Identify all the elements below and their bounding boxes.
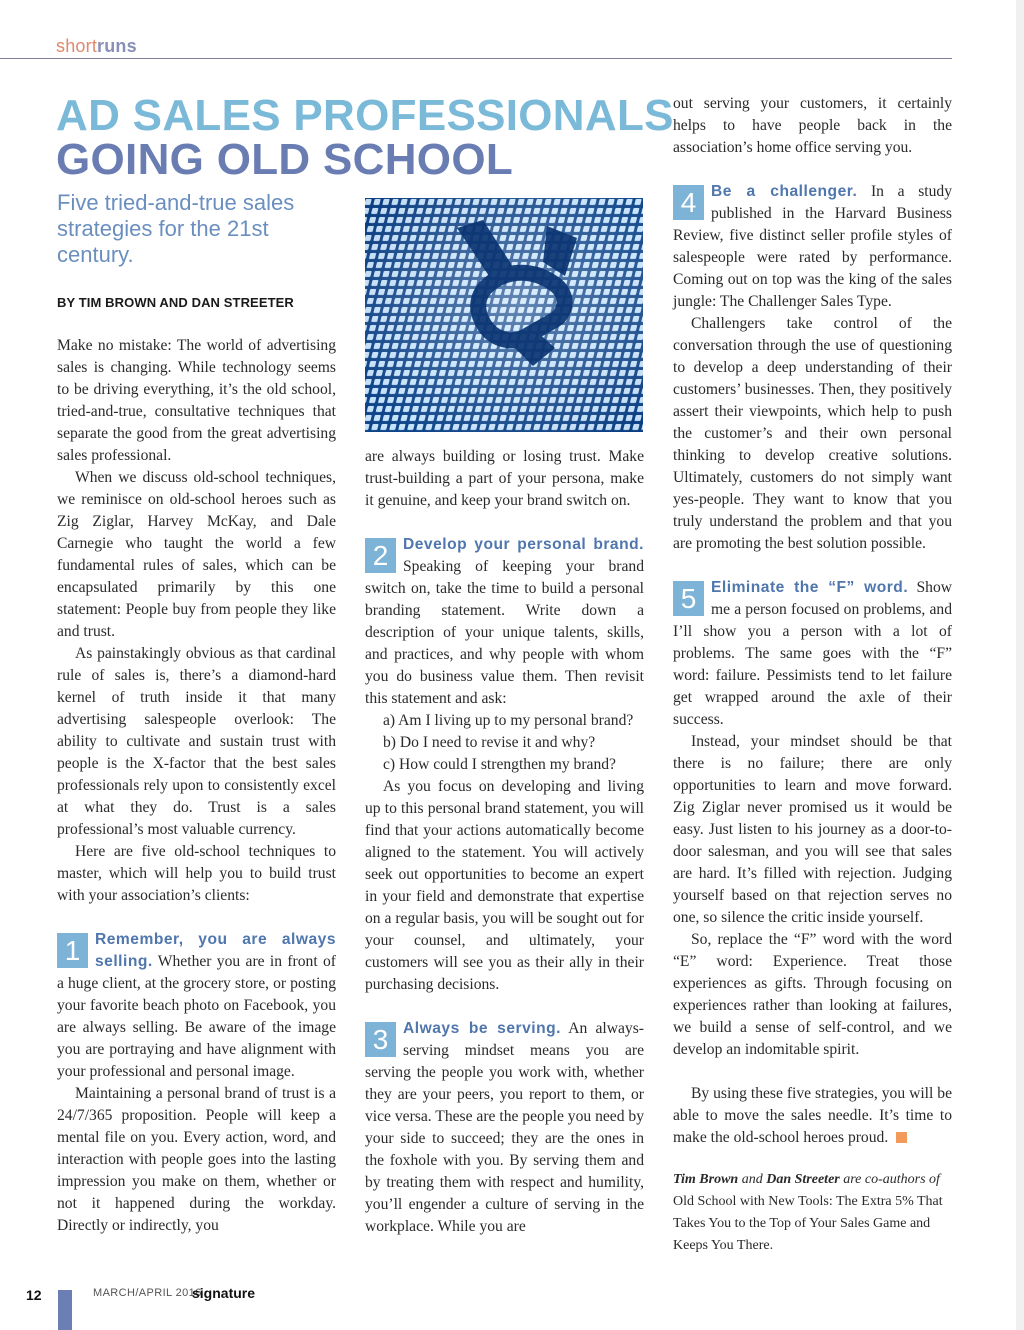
tip-lead-text: Whether you are in front of a huge client, at the grocery store, or posting your favorite beach photo on Facebook, you are always selling. Be aware of the image you are portraying and have alignment with your professional and personal image. bbox=[57, 953, 337, 1080]
header-rule bbox=[0, 58, 952, 59]
footer-bar bbox=[58, 1290, 72, 1330]
column-1 bbox=[57, 335, 336, 1237]
intro-paragraph: Here are five old-school techniques to master, which will help you to build trust with your association’s clients: bbox=[57, 843, 336, 904]
tip-lead bbox=[57, 929, 336, 1083]
headline-line-2: GOING OLD SCHOOL bbox=[56, 135, 514, 184]
tip-paragraph: As you focus on developing and living up to this personal brand statement, you will find that your actions automatically become aligned to the statement. You will actively seek out opportunities to become an expert in your field and demonstrate that expertise on a regular basis, you will be sought out for your counsel, and ultimately, your customers will see you as their ally in their purchasing decisions. bbox=[365, 778, 644, 993]
checklist-item: b) Do I need to revise it and why? bbox=[383, 734, 596, 751]
bio-text-italic: are co-authors of bbox=[843, 1172, 940, 1187]
article-headline bbox=[56, 91, 674, 184]
tip-title: Eliminate the “F” word. bbox=[711, 579, 909, 596]
tip-1 bbox=[57, 929, 336, 1237]
tip-title: Remember, you are always selling. bbox=[95, 931, 336, 970]
tip-lead bbox=[365, 534, 644, 710]
tip-number-badge: 4 bbox=[673, 185, 704, 220]
column-3 bbox=[673, 93, 952, 1257]
headline-line-1: AD SALES PROFESSIONALS bbox=[56, 91, 674, 140]
tip-lead bbox=[365, 1018, 644, 1238]
tip-lead-text: Show me a person focused on problems, and I’ll show you a person with a lot of problems. The same goes with the “F” word: failure. Pessimists tend to let failure get wrapped around the axle of their success. bbox=[673, 579, 952, 728]
tip-lead-text: An always-serving mindset means you are serving the people you work with, whether they are your peers, you report to them, or vice versa. These are the people you need by your side to succeed; they are the ones in the foxhole with you. By serving them and by treating them with respect and humility, you’ll engender a culture of serving in the workplace. While you are bbox=[365, 1020, 644, 1235]
tip-title: Be a challenger. bbox=[711, 183, 858, 200]
bio-book-title: Old School with New Tools: The Extra 5% That Takes You to the Top of Your Sales Game and Keeps You There. bbox=[673, 1194, 943, 1253]
tip-title: Develop your personal brand. bbox=[403, 536, 644, 553]
tip-title: Always be serving. bbox=[403, 1020, 561, 1037]
tip-paragraph: Instead, your mindset should be that there is no failure; there are only opportunities to learn and move forward. Zig Ziglar never promised us it would be easy. Just listen to his journey as a door-to-door salesman, and you will see that sales are hard. It’s filled with rejection. Judging yourself based on that rejection serves no one, so silence the critic inside yourself. bbox=[673, 733, 952, 926]
conclusion-text: By using these five strategies, you will be able to move the sales needle. It’s time to make the old-school heroes proud. bbox=[673, 1085, 952, 1146]
bio-and: and bbox=[741, 1172, 763, 1187]
column-2 bbox=[365, 446, 644, 1238]
tip-lead-continued: out serving your customers, it certainly helps to have people back in the association’s home office serving you. bbox=[673, 95, 952, 156]
page-number: 12 bbox=[26, 1287, 42, 1303]
tip-5 bbox=[673, 577, 952, 1061]
author-bio bbox=[673, 1169, 952, 1257]
magazine-name: signature bbox=[192, 1285, 256, 1301]
intro-paragraph: Make no mistake: The world of advertising sales is changing. While technology seems to be driving everything, it’s the old school, tried-and-true, consultative techniques that separate the good from the great advertising sales professional. bbox=[57, 337, 336, 464]
page-edge bbox=[1016, 0, 1024, 1330]
bio-author-1: Tim Brown bbox=[673, 1172, 739, 1187]
section-label: shortruns bbox=[56, 36, 137, 56]
checklist-item: a) Am I living up to my personal brand? bbox=[383, 712, 634, 729]
tip-4 bbox=[673, 181, 952, 555]
issue-date: MARCH/APRIL 2016 bbox=[93, 1287, 202, 1299]
intro-paragraph: As painstakingly obvious as that cardinal rule of sales is, there’s a diamond-hard kernel of truth inside it that many advertising salespeople overlook: The ability to cultivate and sustain trust with people is the X-factor that the best sales professionals rely upon to consistently excel at what they do. Trust is a sales professional’s most valuable currency. bbox=[57, 645, 336, 838]
tip-number-badge: 3 bbox=[365, 1022, 396, 1057]
byline: BY TIM BROWN AND DAN STREETER bbox=[57, 295, 294, 310]
tip-number-badge: 5 bbox=[673, 581, 704, 616]
tip-paragraph: Maintaining a personal brand of trust is a 24/7/365 proposition. People will keep a mental file on you. Every action, word, and interaction with people goes into the lasting impression you make on them, whether or not it happened during the workday. Directly or indirectly, you bbox=[57, 1085, 336, 1234]
tip-2 bbox=[365, 534, 644, 996]
handshake-photo bbox=[365, 198, 643, 432]
tip-lead-text: Speaking of keeping your brand switch on, take the time to build a personal branding statement. Write down a description of your unique talents, skills, and practices, and why people with whom you do business value them. Then revisit this statement and ask: bbox=[365, 558, 644, 707]
intro-paragraph: When we discuss old-school techniques, we reminisce on old-school heroes such as Zig Ziglar, Harvey McKay, and Dale Carnegie who taught the world a few fundamental rules of sales, which can be encapsulated primarily by this one statement: People buy from people they like and trust. bbox=[57, 469, 336, 640]
tip-3 bbox=[365, 1018, 644, 1238]
conclusion-paragraph bbox=[673, 1083, 952, 1149]
bio-author-2: Dan Streeter bbox=[766, 1172, 840, 1187]
tip-lead bbox=[673, 181, 952, 313]
article-deck: Five tried-and-true sales strategies for the 21st century. bbox=[57, 190, 295, 267]
tip-paragraph-continued: are always building or losing trust. Make trust-building a part of your persona, make it genuine, and keep your brand switch on. bbox=[365, 448, 644, 509]
tip-paragraph: So, replace the “F” word with the word “E” word: Experience. Treat those experiences as gifts. Through focusing on experiences rather than looking at failures, we build a sense of self-control, and we develop an indomitable spirit. bbox=[673, 931, 952, 1058]
end-mark-icon bbox=[896, 1132, 907, 1143]
tip-lead bbox=[673, 577, 952, 731]
bio-text bbox=[673, 1169, 952, 1257]
tip-number-badge: 2 bbox=[365, 538, 396, 573]
checklist-item: c) How could I strengthen my brand? bbox=[383, 756, 616, 773]
tip-paragraph: Challengers take control of the conversation through the use of questioning to develop a deep understanding of their customers’ businesses. Then, they positively assert their viewpoints, which help to push the customer’s and their own personal thinking to develop creative solutions. Ultimately, customers do not simply want yes-people. They want to know that you truly understand the problem and that you are promoting the best solution possible. bbox=[673, 315, 952, 552]
tip-lead-text: In a study published in the Harvard Business Review, five distinct seller profile styles of salespeople were rated by performance. Coming out on top was the king of the sales jungle: The Challenger Sales Type. bbox=[673, 183, 952, 310]
tip-number-badge: 1 bbox=[57, 933, 88, 968]
